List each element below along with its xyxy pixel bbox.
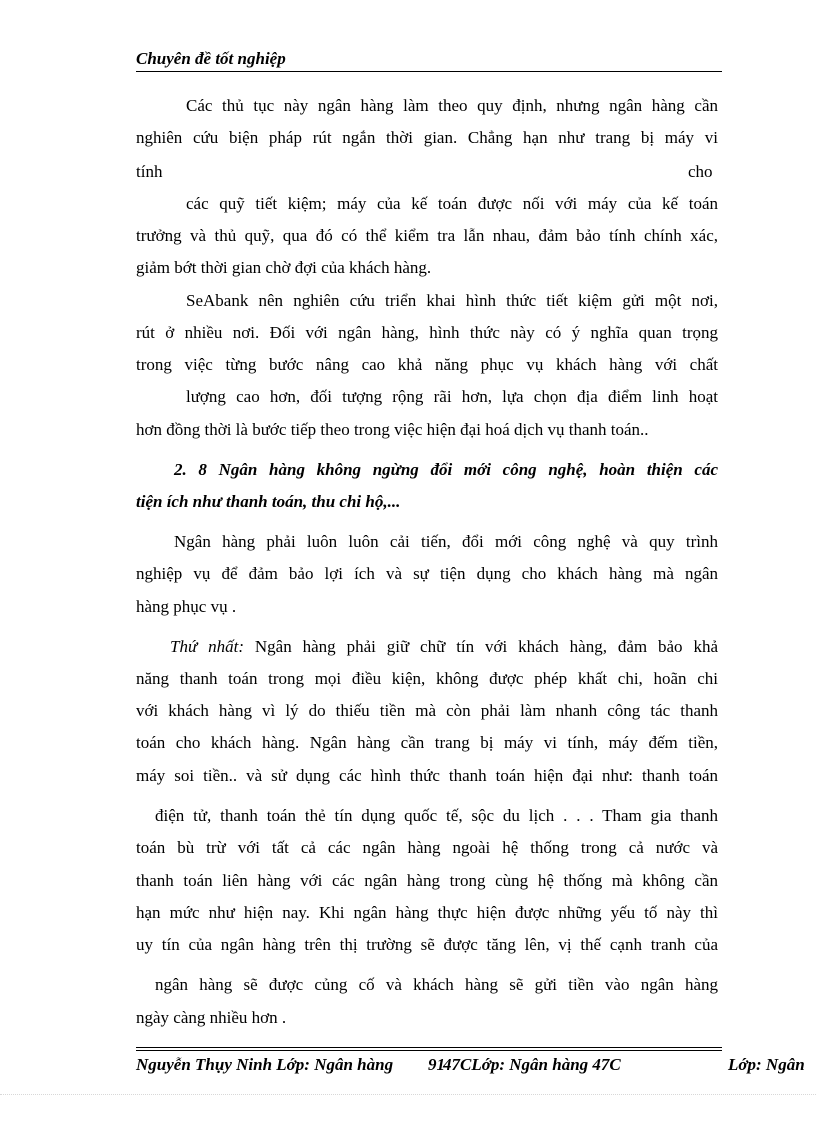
footer-rule [136, 1050, 722, 1051]
footer-rule [136, 1047, 722, 1048]
p4-line: ngân hàng sẽ được củng cố và khách hàng sẽ gửi tiền vào ngân hàng [155, 975, 718, 994]
p3-line: nghiệp vụ để đảm bảo lợi ích và sự tiện dụng cho khách hàng mà ngân [136, 564, 718, 583]
section-heading: 2. 8 Ngân hàng không ngừng đổi mới công nghệ, hoàn thiện các [174, 460, 718, 479]
p4-line: máy soi tiền.. và sử dụng các hình thức thanh toán hiện đại như: thanh toán [136, 766, 718, 785]
p4-line: hạn mức như hiện nay. Khi ngân hàng thực hiện được những yếu tố này thì [136, 903, 718, 922]
footer-author: Nguyễn Thụy Ninh Lớp: Ngân hàng [136, 1055, 394, 1074]
p1-line: Các thủ tục này ngân hàng làm theo quy định, nhưng ngân hàng cần [186, 96, 718, 115]
p2-line: rút ở nhiều nơi. Đối với ngân hàng, hình thức này có ý nghĩa quan trọng [136, 323, 718, 342]
p1-line: các quỹ tiết kiệm; máy của kế toán được nối với máy của kế toán [186, 194, 718, 213]
p1-line: giảm bớt thời gian chờ đợi của khách hàng. [136, 258, 432, 277]
p1-line: trưởng và thủ quỹ, qua đó có thể kiểm tra lẫn nhau, đảm bảo tính chính xác, [136, 226, 718, 245]
p2-line: lượng cao hơn, đối tượng rộng rãi hơn, lựa chọn địa điểm linh hoạt [186, 387, 718, 406]
p1-line: cho [688, 162, 713, 181]
p4-lead: Thứ nhất: [170, 637, 245, 656]
p2-line: trong việc từng bước nâng cao khả năng phục vụ khách hàng với chất [136, 355, 718, 374]
footer-class: 47CLớp: Ngân hàng 47C [443, 1055, 621, 1074]
p4-line: Ngân hàng phải giữ chữ tín với khách hàng, đảm bảo khả [244, 637, 718, 656]
p4-line: năng thanh toán trong mọi điều kiện, không được phép khất chi, hoãn chi [136, 669, 718, 688]
p4-first-line [170, 636, 718, 658]
p2-line: SeAbank nên nghiên cứu triển khai hình thức tiết kiệm gửi một nơi, [186, 291, 718, 310]
section-heading: tiện ích như thanh toán, thu chi hộ,... [136, 492, 401, 511]
p1-line: tính [136, 162, 163, 181]
p1-line: nghiên cứu biện pháp rút ngắn thời gian. Chẳng hạn như trang bị máy vi [136, 128, 718, 147]
page-number: 91 [428, 1055, 445, 1074]
p3-line: Ngân hàng phải luôn luôn cải tiến, đổi mới công nghệ và quy trình [174, 532, 718, 551]
p4-line: thanh toán liên hàng với các ngân hàng trong cùng hệ thống mà không cần [136, 871, 718, 890]
footer-class-right: Lớp: Ngân [728, 1055, 805, 1074]
p4-line: toán cho khách hàng. Ngân hàng cần trang bị máy vi tính, máy đếm tiền, [136, 733, 718, 752]
page-header-title: Chuyên đề tốt nghiệp [136, 49, 286, 68]
p2-line: hơn đồng thời là bước tiếp theo trong việc hiện đại hoá dịch vụ thanh toán.. [136, 420, 649, 439]
p4-line: toán bù trừ với tất cả các ngân hàng ngoài hệ thống trong cả nước và [136, 838, 718, 857]
p4-line: uy tín của ngân hàng trên thị trường sẽ được tăng lên, vị thế cạnh tranh của [136, 935, 718, 954]
p4-line: ngày càng nhiều hơn . [136, 1008, 287, 1027]
p4-line: điện tử, thanh toán thẻ tín dụng quốc tế, sộc du lịch . . . Tham gia thanh [155, 806, 718, 825]
header-rule [136, 71, 722, 72]
p4-line: với khách hàng vì lý do thiếu tiền mà còn phải làm nhanh công tác thanh [136, 701, 718, 720]
page-edge [0, 1094, 816, 1095]
p3-line: hàng phục vụ . [136, 597, 237, 616]
